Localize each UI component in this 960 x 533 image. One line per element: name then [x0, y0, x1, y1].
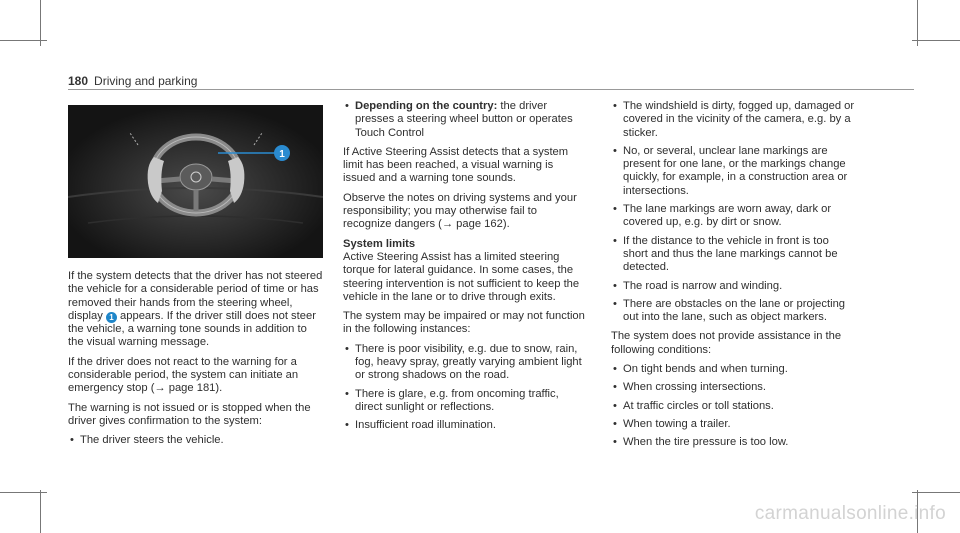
- header-rule: [68, 89, 914, 90]
- paragraph: If Active Steering Assist detects that a system limit has been reached, a visual warning is issued and a warning tone sounds.: [343, 145, 569, 185]
- column-middle: [343, 100, 588, 439]
- figure-callout: 1: [279, 149, 285, 160]
- country-lead: Depending on the country:: [355, 100, 498, 112]
- list-item: • The lane markings are worn away, dark or covered up, e.g. by dirt or snow.: [611, 203, 856, 230]
- list-item: • When towing a trailer.: [611, 418, 856, 431]
- subheading-system-limits: System limits: [343, 237, 416, 250]
- list-item: • There are obstacles on the lane or projecting out into the lane, such as object markers.: [611, 298, 856, 325]
- bullet-list: [68, 434, 323, 447]
- column-right: [611, 100, 856, 456]
- text: the driver presses a steering wheel button or operates Touch Control: [355, 100, 573, 139]
- paragraph: [68, 270, 323, 350]
- bullet-list: [611, 100, 856, 324]
- column-left: [68, 270, 323, 454]
- page-number: 180: [68, 74, 89, 88]
- crop-mark: [0, 40, 47, 41]
- bullet-list: [611, 363, 856, 449]
- crop-mark: [40, 490, 41, 533]
- watermark: carmanualsonline.info: [754, 503, 946, 524]
- paragraph: The system may be impaired or may not function in the following instances:: [343, 310, 585, 336]
- paragraph: Observe the notes on driving systems and your responsibility; you may otherwise fail to recognize dangers (→ page 162).: [343, 191, 577, 231]
- text: If the system detects that the driver has not steered the vehicle for a considerable period of time or has removed their hands from the steering wheel, display: [68, 270, 323, 322]
- paragraph: Active Steering Assist has a limited steering torque for lateral guidance. In some cases, the steering intervention is not sufficient to keep the vehicle in the lane or to drive through exits.: [343, 250, 580, 303]
- crop-mark: [912, 40, 960, 41]
- crop-mark: [0, 492, 47, 493]
- list-item: • If the distance to the vehicle in front is too short and thus the lane markings cannot be detected.: [611, 235, 856, 275]
- list-item: • When the tire pressure is too low.: [611, 436, 856, 449]
- paragraph: The system does not provide assistance in the following conditions:: [611, 330, 842, 356]
- paragraph: If the driver does not react to the warning for a considerable period, the system can initiate an emergency stop (→ page 181).: [68, 355, 299, 395]
- list-item: • There is poor visibility, e.g. due to snow, rain, fog, heavy spray, greatly varying ambient light or strong shadows on the road.: [343, 343, 588, 383]
- paragraph: The warning is not issued or is stopped when the driver gives confirmation to the system:: [68, 401, 311, 427]
- section-title: Driving and parking: [94, 74, 198, 88]
- list-item: • There is glare, e.g. from oncoming traffic, direct sunlight or reflections.: [343, 388, 588, 415]
- bullet-list: [343, 100, 588, 140]
- display-marker: 1: [106, 312, 117, 323]
- steering-wheel-icon: [68, 105, 323, 258]
- list-item: • No, or several, unclear lane markings are present for one lane, or the markings change quickly, for example, in a construction area or intersections.: [611, 145, 856, 198]
- list-item: • On tight bends and when turning.: [611, 363, 856, 376]
- crop-mark: [912, 492, 960, 493]
- list-item: • The road is narrow and winding.: [611, 280, 856, 293]
- list-item: • Insufficient road illumination.: [343, 419, 588, 432]
- text: appears. If the driver still does not steer the vehicle, a warning tone sounds in addition to the visual warning message.: [68, 309, 316, 349]
- steering-wheel-illustration: [68, 105, 323, 258]
- list-item: • The driver steers the vehicle.: [68, 434, 323, 447]
- page-header: [68, 74, 197, 88]
- list-item: [343, 100, 588, 140]
- bullet-list: [343, 343, 588, 433]
- list-item: • At traffic circles or toll stations.: [611, 400, 856, 413]
- list-item: • The windshield is dirty, fogged up, damaged or covered in the vicinity of the camera, e.g. by a sticker.: [611, 100, 856, 140]
- list-item: • When crossing intersections.: [611, 381, 856, 394]
